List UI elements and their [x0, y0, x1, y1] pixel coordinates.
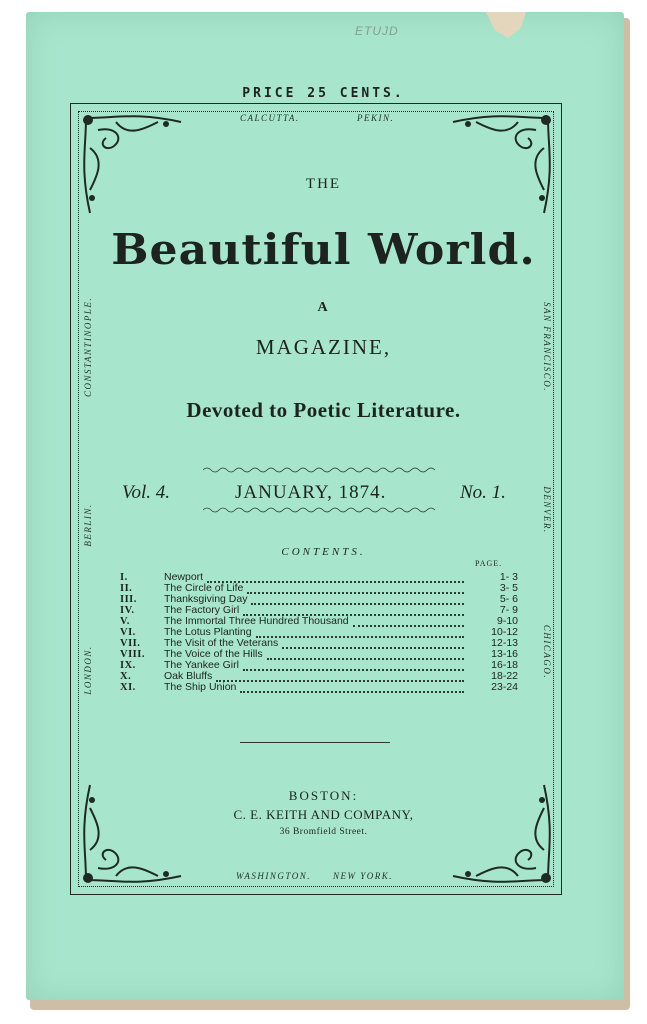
dot-leader: [251, 597, 464, 605]
masthead-subtitle: Devoted to Poetic Literature.: [186, 398, 461, 422]
item-title: The Ship Union: [164, 681, 237, 693]
item-numeral: VIII.: [120, 649, 145, 660]
masthead-a: A: [317, 300, 330, 315]
item-pages: 1- 3: [499, 571, 518, 583]
corner-ornament-top-left-icon: [76, 108, 186, 218]
item-pages: 16-18: [491, 659, 518, 671]
item-pages: 18-22: [491, 670, 518, 682]
imprint-publisher: C. E. KEITH AND COMPANY,: [233, 807, 414, 822]
contents-heading: CONTENTS.: [281, 546, 366, 558]
item-pages: 5- 6: [499, 593, 518, 605]
wavy-rule-bottom: [203, 506, 438, 514]
issue-date: JANUARY, 1874.: [235, 482, 387, 503]
item-title: The Factory Girl: [164, 604, 240, 616]
imprint-city: BOSTON:: [288, 788, 359, 803]
dot-leader: [256, 630, 464, 638]
dot-leader: [240, 685, 464, 693]
item-title: The Visit of the Veterans: [164, 637, 279, 649]
item-pages: 7- 9: [499, 604, 518, 616]
dot-leader: [207, 575, 464, 583]
item-pages: 10-12: [491, 626, 518, 638]
item-numeral: IX.: [120, 660, 136, 671]
dot-leader: [247, 586, 464, 594]
item-numeral: VI.: [120, 627, 136, 638]
item-pages: 12-13: [491, 637, 518, 649]
page-column-heading: PAGE.: [475, 559, 503, 568]
wavy-rule-top: [203, 466, 438, 474]
item-title: The Circle of Life: [164, 582, 244, 594]
list-item: [120, 682, 518, 693]
item-title: The Lotus Planting: [164, 626, 252, 638]
issue-number: No. 1.: [460, 482, 506, 503]
city-san-francisco: SAN FRANCISCO.: [542, 302, 552, 392]
city-new-york: NEW YORK.: [333, 871, 394, 881]
dot-leader: [243, 663, 464, 671]
masthead-magazine: MAGAZINE,: [255, 335, 392, 359]
imprint-street: 36 Bromfield Street.: [279, 827, 368, 837]
item-pages: 23-24: [491, 681, 518, 693]
city-pekin: PEKIN.: [357, 113, 395, 123]
price-label: PRICE 25 CENTS.: [242, 86, 405, 101]
dot-leader: [216, 674, 464, 682]
item-numeral: VII.: [120, 638, 141, 649]
item-numeral: III.: [120, 594, 137, 605]
magazine-title: Beautiful World.: [111, 225, 536, 274]
item-title: The Yankee Girl: [164, 659, 239, 671]
item-title: Newport: [164, 571, 204, 583]
dot-leader: [282, 641, 464, 649]
item-numeral: XI.: [120, 682, 136, 693]
table-of-contents: [120, 572, 518, 693]
item-title: Oak Bluffs: [164, 670, 213, 682]
item-title: The Immortal Three Hundred Thousand: [164, 615, 349, 627]
item-numeral: X.: [120, 671, 132, 682]
city-london: LONDON.: [83, 645, 93, 695]
city-berlin: BERLIN.: [83, 503, 93, 547]
corner-ornament-top-right-icon: [448, 108, 558, 218]
item-title: The Voice of the Hills: [164, 648, 263, 660]
pencil-annotation: ETUJD: [355, 24, 399, 38]
item-numeral: IV.: [120, 605, 135, 616]
item-numeral: V.: [120, 616, 130, 627]
masthead-the: THE: [305, 176, 342, 192]
item-pages: 13-16: [491, 648, 518, 660]
item-title: Thanksgiving Day: [164, 593, 248, 605]
divider-rule: [240, 742, 390, 743]
city-constantinople: CONSTANTINOPLE.: [83, 296, 93, 397]
dot-leader: [267, 652, 464, 660]
item-numeral: I.: [120, 572, 128, 583]
city-denver: DENVER.: [542, 486, 552, 534]
item-pages: 3- 5: [499, 582, 518, 594]
volume-number: Vol. 4.: [122, 482, 171, 503]
city-washington: WASHINGTON.: [236, 871, 311, 881]
item-numeral: II.: [120, 583, 133, 594]
city-calcutta: CALCUTTA.: [240, 113, 300, 123]
city-chicago: CHICAGO.: [542, 624, 552, 680]
dot-leader: [353, 619, 464, 627]
item-pages: 9-10: [496, 615, 518, 627]
